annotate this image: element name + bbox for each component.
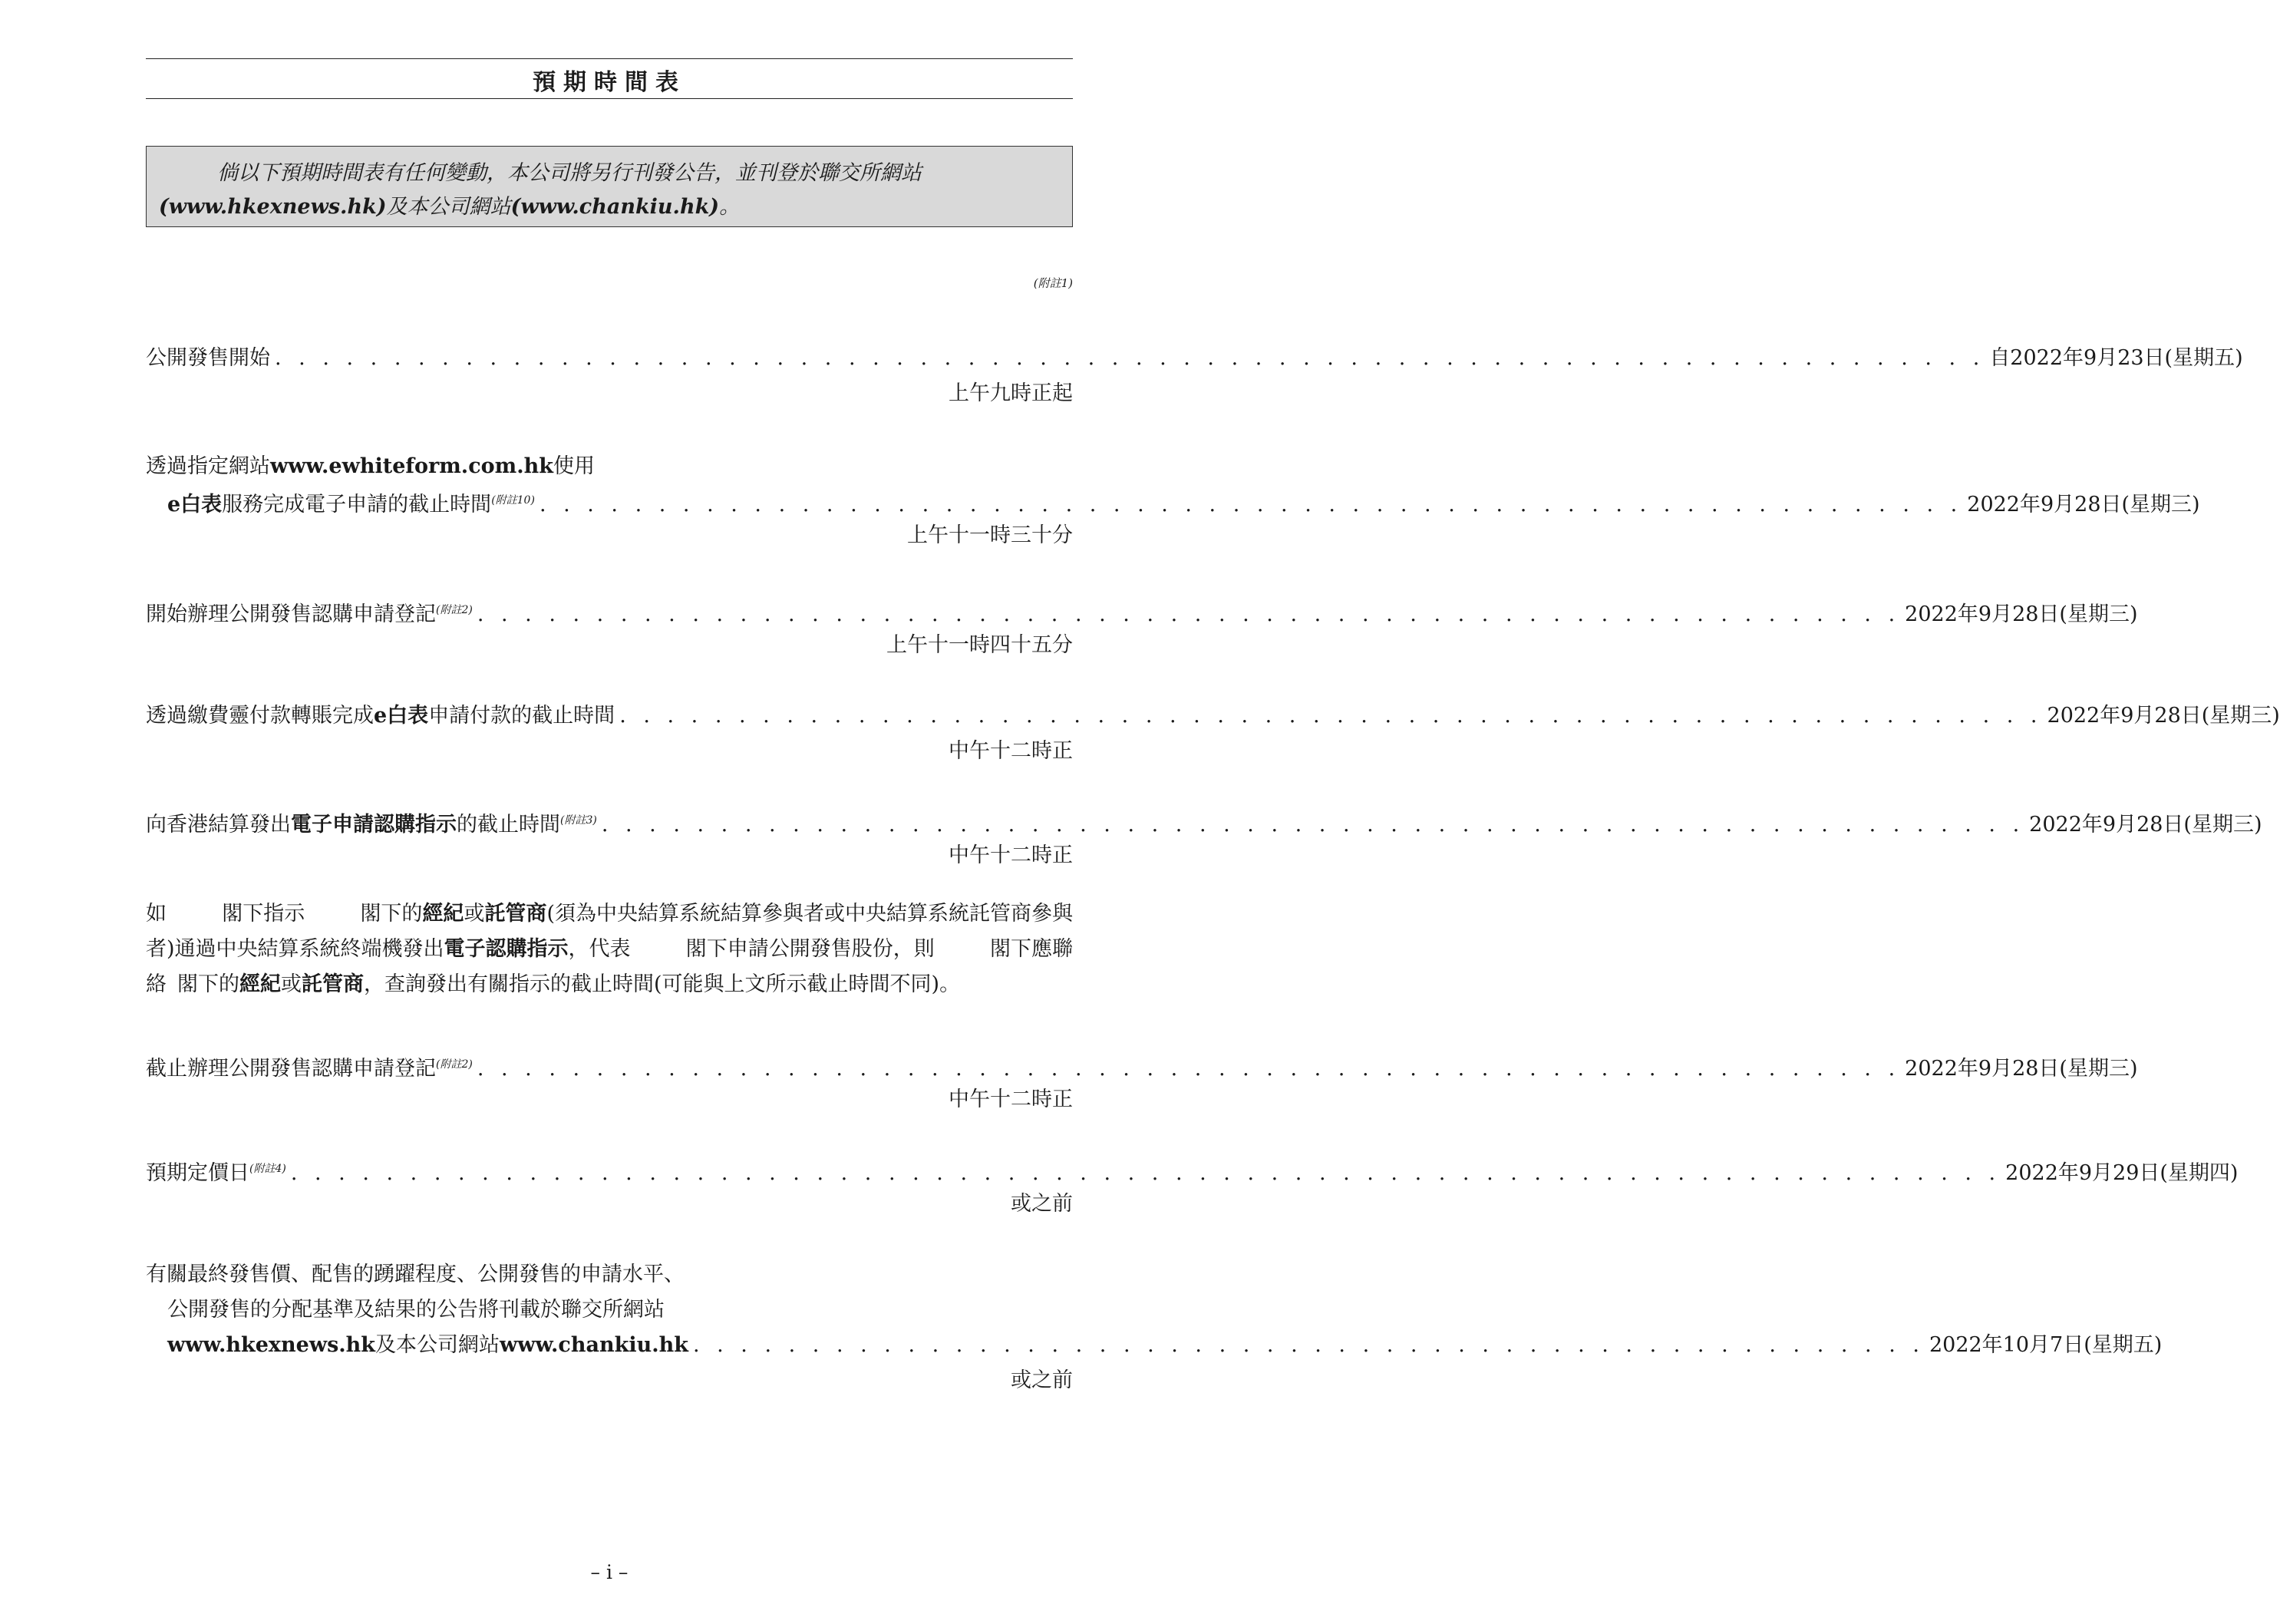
event-label <box>167 1328 688 1363</box>
note-ref: (附註2) <box>436 1058 473 1071</box>
page-number: – i – <box>590 1561 629 1583</box>
event-text: 預期定價日 <box>146 1161 249 1185</box>
broker-paragraph <box>146 896 1073 1002</box>
leader-dots: . . . . . . . . . . . . . . . . . . . . . . . . . . . . . . . . . . . . . . . . . . . . . . . . . . . . . . . . . . . . <box>477 1057 1901 1081</box>
leader-dots: . . . . . . . . . . . . . . . . . . . . . . . . . . . . . . . . . . . . . . . . . . . . . . . . . . . . . . . . . . . . <box>619 704 2043 728</box>
event-ewhiteform-deadline <box>167 483 2200 518</box>
note-ref: (附註4) <box>249 1163 286 1175</box>
para-text <box>177 967 960 1002</box>
event-date: 2022年9月28日(星期三) <box>2047 704 2280 728</box>
ewhite-bold: e白表 <box>374 704 429 728</box>
leader-dots: . . . . . . . . . . . . . . . . . . . . . . . . . . . . . . . . . . . . . . . . . . . . . . . . . . . . . . . . . . . . . . . . . . . . . . . . <box>290 1161 2001 1185</box>
event-text: 透過指定網站 <box>146 454 270 478</box>
para-text: ，查詢發出有關指示的截止時間(可能與上文所示截止時間不同)。 <box>364 972 961 996</box>
event-date: 2022年9月28日(星期三) <box>1905 1057 2138 1081</box>
event-text: 透過繳費靈付款轉賬完成 <box>146 704 374 728</box>
event-date: 2022年10月7日(星期五) <box>1929 1333 2163 1357</box>
notice-end: 。 <box>719 195 741 219</box>
event-text: 申請付款的截止時間 <box>428 704 615 728</box>
event-date: 2022年9月29日(星期四) <box>2005 1161 2239 1185</box>
event-date: 2022年9月28日(星期三) <box>1905 602 2138 626</box>
leader-dots: . . . . . . . . . . . . . . . . . . . . . . . . . . . . . . . . . . . . . . . . . . . . . . . . . . . . . . . . . . . . . . . . . . . . . . . . <box>275 346 1985 370</box>
para-text: ，代表 <box>568 937 631 961</box>
para-text: 者)通過中央結算系統終端機發出 <box>146 937 444 961</box>
para-text: (須為中央結算系統結算參與者或中央結算系統託管商參與 <box>546 902 1073 926</box>
para-text: 閣下指示 <box>222 902 305 926</box>
event-date: 2022年9月28日(星期三) <box>1967 493 2200 517</box>
title-top-rule <box>146 58 1073 59</box>
bold-term: 託管商 <box>302 972 364 996</box>
paragraph-line-3 <box>146 967 1073 1002</box>
notice-url-hkexnews: (www.hkexnews.hk) <box>159 195 387 219</box>
para-text: 或 <box>281 972 302 996</box>
event-registration-open <box>146 592 2138 628</box>
event-text: 服務完成電子申請的截止時間 <box>222 493 492 517</box>
bold-term: 電子申請認購指示 <box>291 813 457 837</box>
para-text: 如 <box>146 902 167 926</box>
page-title: 預期時間表 <box>533 69 686 96</box>
event-electronic-instructions <box>146 803 2262 838</box>
event-time: 上午十一時三十分 <box>907 523 1073 547</box>
event-label <box>146 1151 286 1191</box>
event-text: 向香港結算發出 <box>146 813 291 837</box>
url-chankiu: www.chankiu.hk <box>500 1333 688 1357</box>
bold-term: 經紀 <box>239 972 281 996</box>
note-ref: (附註2) <box>436 604 473 616</box>
event-time: 中午十二時正 <box>949 739 1073 763</box>
bold-term: 託管商 <box>484 902 547 926</box>
event-label <box>146 698 615 734</box>
event-time: 中午十二時正 <box>949 843 1073 867</box>
notice-line-1: 倘以下預期時間表有任何變動，本公司將另行刊發公告，並刊登於聯交所網站 <box>217 161 922 185</box>
event-label: 公開發售開始 <box>146 346 270 370</box>
leader-dots: . . . . . . . . . . . . . . . . . . . . . . . . . . . . . . . . . . . . . . . . . . . . . . . . . . . . . . . . . . . . <box>477 602 1901 626</box>
leader-dots: . . . . . . . . . . . . . . . . . . . . . . . . . . . . . . . . . . . . . . . . . . . . . . . . . . . . . . . . . . . . <box>601 813 2025 837</box>
notice-text: 及本公司網站 <box>386 195 511 219</box>
leader-dots: . . . . . . . . . . . . . . . . . . . . . . . . . . . . . . . . . . . . . . . . . . . . . . . . . . . . . . . . . . . . <box>539 493 1963 517</box>
notice-url-chankiu: (www.chankiu.hk) <box>510 195 720 219</box>
para-text: 絡 <box>146 972 167 996</box>
note-ref: (附註10) <box>491 494 535 507</box>
para-text <box>360 896 1073 932</box>
para-text <box>146 932 631 967</box>
para-text: 閣下申請公開發售股份，則 <box>685 937 935 961</box>
bold-term: 經紀 <box>422 902 464 926</box>
event-label <box>167 483 535 523</box>
event-public-offer-start <box>146 341 2243 376</box>
event-pps-payment <box>146 698 2280 734</box>
event-time: 上午十一時四十五分 <box>886 633 1073 657</box>
url-ewhiteform: www.ewhiteform.com.hk <box>270 454 553 478</box>
para-text: 閣下的 <box>360 902 423 926</box>
event-text: 及本公司網站 <box>375 1333 500 1357</box>
event-date: 自2022年9月23日(星期五) <box>1989 346 2243 370</box>
event-text: 截止辦理公開發售認購申請登記 <box>146 1057 436 1081</box>
notice-box <box>146 146 1073 227</box>
event-allotment-line2: 公開發售的分配基準及結果的公告將刊載於聯交所網站 <box>167 1298 665 1322</box>
event-price-determination <box>146 1151 2239 1187</box>
note-ref-1: (附註1) <box>1033 276 1073 290</box>
event-time: 上午九時正起 <box>949 381 1073 405</box>
event-label <box>146 803 597 843</box>
ewhite-bold: e白表 <box>167 493 223 517</box>
event-ewhiteform-line1 <box>146 449 1073 484</box>
event-label <box>146 1047 473 1087</box>
event-text: 使用 <box>553 454 595 478</box>
paragraph-line-2 <box>146 932 1073 967</box>
event-text: 開始辦理公開發售認購申請登記 <box>146 602 436 626</box>
event-allotment-line1: 有關最終發售價、配售的踴躍程度、公開發售的申請水平、 <box>146 1263 685 1286</box>
para-text: 閣下應聯 <box>989 937 1073 961</box>
para-text: 閣下的 <box>177 972 239 996</box>
note-ref: (附註3) <box>560 814 597 827</box>
event-date: 2022年9月28日(星期三) <box>2029 813 2262 837</box>
event-label <box>146 592 473 632</box>
title-bottom-rule <box>146 98 1073 99</box>
event-time: 中午十二時正 <box>949 1088 1073 1111</box>
notice-line-2 <box>159 190 1061 224</box>
bold-term: 電子認購指示 <box>444 937 569 961</box>
event-text: 的截止時間 <box>457 813 560 837</box>
event-time: 或之前 <box>1011 1192 1073 1216</box>
paragraph-line-1 <box>146 896 1073 932</box>
event-time: 或之前 <box>1011 1368 1073 1392</box>
event-allotment-announcement <box>167 1328 2163 1363</box>
url-hkexnews: www.hkexnews.hk <box>167 1333 376 1357</box>
para-text: 或 <box>464 902 485 926</box>
event-registration-close <box>146 1047 2138 1082</box>
leader-dots: . . . . . . . . . . . . . . . . . . . . . . . . . . . . . . . . . . . . . . . . . . . . . . . . . . . . <box>692 1333 1925 1357</box>
